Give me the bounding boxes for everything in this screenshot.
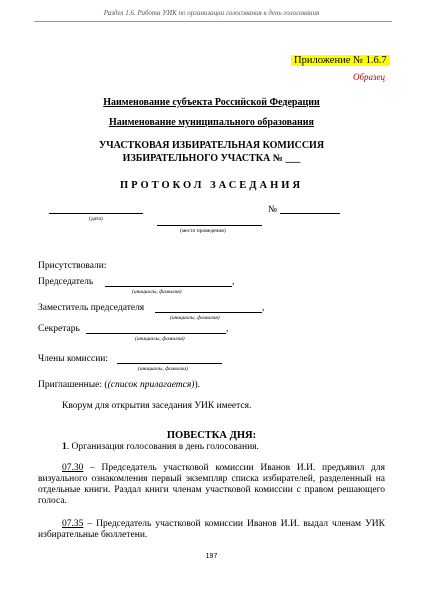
invited-note: (список прилагается)	[107, 380, 195, 390]
chair-caption: (инициалы, фамилия)	[132, 289, 182, 295]
entry-1-text: – Председатель участковой комиссии Иванов И.И. предъявил для визуального ознакомления первый экземпляр списка избирателей, разделенный на отдельные книги. Раздал книги членам участковой комиссии с правом решающего голоса.	[38, 463, 385, 506]
number-line	[280, 213, 340, 214]
chair-comma: ,	[232, 277, 235, 287]
invited-line: Приглашенные: ((список прилагается)).	[38, 380, 201, 390]
members-line	[117, 363, 222, 364]
secretary-caption: (инициалы, фамилия)	[135, 336, 185, 342]
deputy-line	[155, 312, 262, 313]
entry-2-text: – Председатель участковой комиссии Иванов И.И. выдал членам УИК избирательные бюллетени.	[38, 519, 385, 540]
chair-label: Председатель	[38, 277, 94, 287]
protocol-title: ПРОТОКОЛ ЗАСЕДАНИЯ	[119, 180, 304, 191]
invited-label: Приглашенные:	[38, 380, 103, 390]
agenda-item	[62, 442, 259, 452]
secretary-line	[86, 333, 226, 334]
entry-1-time: 07.30	[62, 463, 84, 473]
header-divider	[34, 21, 392, 22]
number-label: №	[268, 205, 278, 215]
date-line	[49, 213, 143, 214]
entry-2-time: 07.35	[62, 519, 84, 529]
sample-label: Образец	[353, 72, 386, 82]
page-number: 197	[205, 553, 218, 560]
municipality-line: Наименование муниципального образования	[109, 117, 314, 128]
subject-line: Наименование субъекта Российской Федерации	[103, 97, 320, 108]
agenda-item-number: 1	[62, 442, 67, 452]
running-header: Раздел 1.6. Работа УИК по организации голосования в день голосования	[103, 9, 320, 17]
agenda-title: ПОВЕСТКА ДНЯ:	[166, 430, 257, 441]
deputy-label: Заместитель председателя	[38, 303, 145, 313]
entry-2	[38, 519, 385, 541]
place-line	[157, 225, 262, 226]
members-caption: (инициалы, фамилии)	[138, 366, 188, 372]
quorum-text: Кворум для открытия заседания УИК имеется.	[62, 401, 252, 411]
date-caption: (дата)	[89, 216, 103, 222]
deputy-comma: ,	[262, 303, 265, 313]
secretary-label: Секретарь	[38, 324, 80, 334]
commission-line-2: ИЗБИРАТЕЛЬНОГО УЧАСТКА № ___	[122, 153, 301, 164]
place-caption: (место проведения)	[180, 228, 226, 234]
agenda-item-text: . Организация голосования в день голосования.	[66, 442, 259, 452]
members-label: Члены комиссии:	[38, 354, 109, 364]
present-label: Присутствовали:	[38, 261, 107, 271]
entry-1	[38, 463, 385, 507]
commission-line-1: УЧАСТКОВАЯ ИЗБИРАТЕЛЬНАЯ КОМИССИЯ	[98, 140, 325, 151]
chair-line	[105, 286, 232, 287]
secretary-comma: ,	[226, 324, 229, 334]
deputy-caption: (инициалы, фамилия)	[170, 315, 220, 321]
appendix-label: Приложение № 1.6.7	[291, 55, 390, 66]
